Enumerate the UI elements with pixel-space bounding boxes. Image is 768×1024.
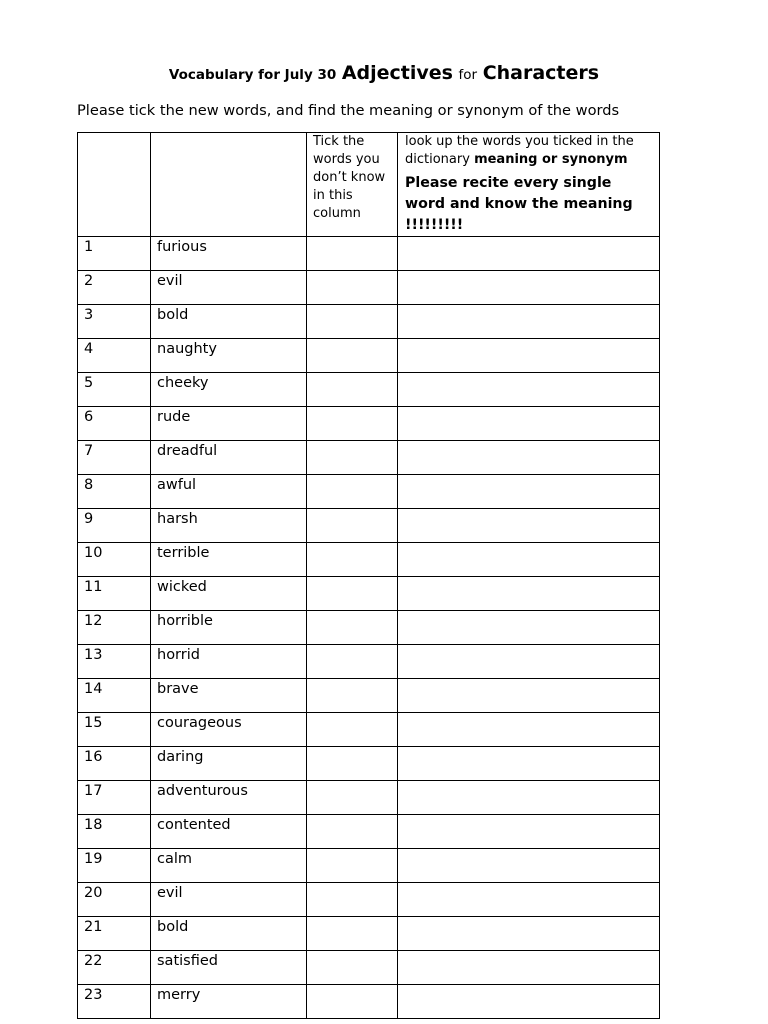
header-meaning-cell (398, 133, 660, 237)
table-row (78, 645, 660, 679)
meaning-cell (398, 373, 660, 407)
tick-cell (307, 509, 398, 543)
vocabulary-word: wicked (151, 577, 307, 611)
vocabulary-word: awful (151, 475, 307, 509)
meaning-cell (398, 543, 660, 577)
tick-cell (307, 645, 398, 679)
row-number: 17 (78, 781, 151, 815)
vocabulary-word: rude (151, 407, 307, 441)
table-row (78, 441, 660, 475)
row-number: 1 (78, 237, 151, 271)
worksheet-title (0, 62, 768, 84)
table-row (78, 679, 660, 713)
row-number: 14 (78, 679, 151, 713)
table-row (78, 271, 660, 305)
table-row (78, 781, 660, 815)
meaning-cell (398, 577, 660, 611)
row-number: 22 (78, 951, 151, 985)
meaning-cell (398, 475, 660, 509)
table-row (78, 509, 660, 543)
meaning-cell (398, 679, 660, 713)
row-number: 21 (78, 917, 151, 951)
vocabulary-word: merry (151, 985, 307, 1019)
tick-cell (307, 577, 398, 611)
vocabulary-word: horrid (151, 645, 307, 679)
vocabulary-word: adventurous (151, 781, 307, 815)
meaning-intro-text: look up the words you ticked in the dictionary (405, 134, 634, 167)
meaning-cell (398, 849, 660, 883)
row-number: 16 (78, 747, 151, 781)
row-number: 8 (78, 475, 151, 509)
vocabulary-word: bold (151, 917, 307, 951)
meaning-cell (398, 305, 660, 339)
row-number: 18 (78, 815, 151, 849)
tick-cell (307, 475, 398, 509)
vocabulary-word: dreadful (151, 441, 307, 475)
meaning-cell (398, 407, 660, 441)
table-row (78, 713, 660, 747)
header-tick-cell (307, 133, 398, 237)
vocabulary-word: calm (151, 849, 307, 883)
row-number: 10 (78, 543, 151, 577)
tick-cell (307, 849, 398, 883)
tick-cell (307, 883, 398, 917)
table-row (78, 305, 660, 339)
table-row (78, 917, 660, 951)
meaning-cell (398, 339, 660, 373)
table-row (78, 815, 660, 849)
table-row (78, 849, 660, 883)
meaning-cell (398, 917, 660, 951)
header-number-cell (78, 133, 151, 237)
meaning-cell (398, 747, 660, 781)
tick-cell (307, 407, 398, 441)
table-row (78, 339, 660, 373)
meaning-cell (398, 271, 660, 305)
table-row (78, 237, 660, 271)
vocabulary-table (77, 132, 660, 1019)
tick-cell (307, 747, 398, 781)
row-number: 7 (78, 441, 151, 475)
row-number: 3 (78, 305, 151, 339)
vocabulary-word: evil (151, 883, 307, 917)
table-row (78, 611, 660, 645)
tick-cell (307, 305, 398, 339)
row-number: 9 (78, 509, 151, 543)
tick-cell (307, 713, 398, 747)
tick-cell (307, 543, 398, 577)
meaning-bold-text: meaning or synonym (474, 152, 628, 167)
row-number: 19 (78, 849, 151, 883)
table-row (78, 543, 660, 577)
vocabulary-word: brave (151, 679, 307, 713)
table-row (78, 985, 660, 1019)
tick-cell (307, 679, 398, 713)
row-number: 6 (78, 407, 151, 441)
row-number: 11 (78, 577, 151, 611)
table-row (78, 373, 660, 407)
title-connector: for (458, 67, 478, 83)
row-number: 5 (78, 373, 151, 407)
meaning-cell (398, 781, 660, 815)
row-number: 15 (78, 713, 151, 747)
table-row (78, 747, 660, 781)
title-word-adjectives: Adjectives (341, 62, 453, 84)
row-number: 2 (78, 271, 151, 305)
tick-cell (307, 917, 398, 951)
meaning-cell (398, 985, 660, 1019)
vocabulary-word: furious (151, 237, 307, 271)
table-row (78, 407, 660, 441)
vocabulary-word: courageous (151, 713, 307, 747)
table-row (78, 883, 660, 917)
meaning-cell (398, 951, 660, 985)
tick-cell (307, 951, 398, 985)
vocabulary-word: terrible (151, 543, 307, 577)
table-row (78, 475, 660, 509)
table-row (78, 951, 660, 985)
row-number: 4 (78, 339, 151, 373)
meaning-cell (398, 883, 660, 917)
vocabulary-word: contented (151, 815, 307, 849)
tick-cell (307, 339, 398, 373)
row-number: 23 (78, 985, 151, 1019)
header-word-cell (151, 133, 307, 237)
meaning-column-instruction (405, 133, 655, 169)
meaning-cell (398, 611, 660, 645)
row-number: 13 (78, 645, 151, 679)
tick-cell (307, 611, 398, 645)
instructions-text: Please tick the new words, and find the meaning or synonym of the words (77, 102, 620, 119)
meaning-cell (398, 645, 660, 679)
table-row (78, 577, 660, 611)
vocabulary-word: naughty (151, 339, 307, 373)
table-header-row (78, 133, 660, 237)
vocabulary-word: satisfied (151, 951, 307, 985)
tick-cell (307, 815, 398, 849)
meaning-cell (398, 713, 660, 747)
tick-column-instruction: Tick the words you don’t know in this column (313, 134, 386, 221)
tick-cell (307, 985, 398, 1019)
title-word-characters: Characters (482, 62, 600, 84)
recite-instruction: Please recite every single word and know the meaning !!!!!!!!! (405, 175, 633, 233)
tick-cell (307, 271, 398, 305)
vocabulary-word: evil (151, 271, 307, 305)
vocabulary-word: cheeky (151, 373, 307, 407)
meaning-cell (398, 441, 660, 475)
meaning-cell (398, 237, 660, 271)
vocabulary-word: daring (151, 747, 307, 781)
meaning-cell (398, 509, 660, 543)
vocabulary-word: horrible (151, 611, 307, 645)
title-prefix: Vocabulary for July 30 (168, 67, 337, 83)
tick-cell (307, 781, 398, 815)
row-number: 12 (78, 611, 151, 645)
vocabulary-word: bold (151, 305, 307, 339)
meaning-cell (398, 815, 660, 849)
tick-cell (307, 441, 398, 475)
vocabulary-word: harsh (151, 509, 307, 543)
tick-cell (307, 373, 398, 407)
row-number: 20 (78, 883, 151, 917)
tick-cell (307, 237, 398, 271)
